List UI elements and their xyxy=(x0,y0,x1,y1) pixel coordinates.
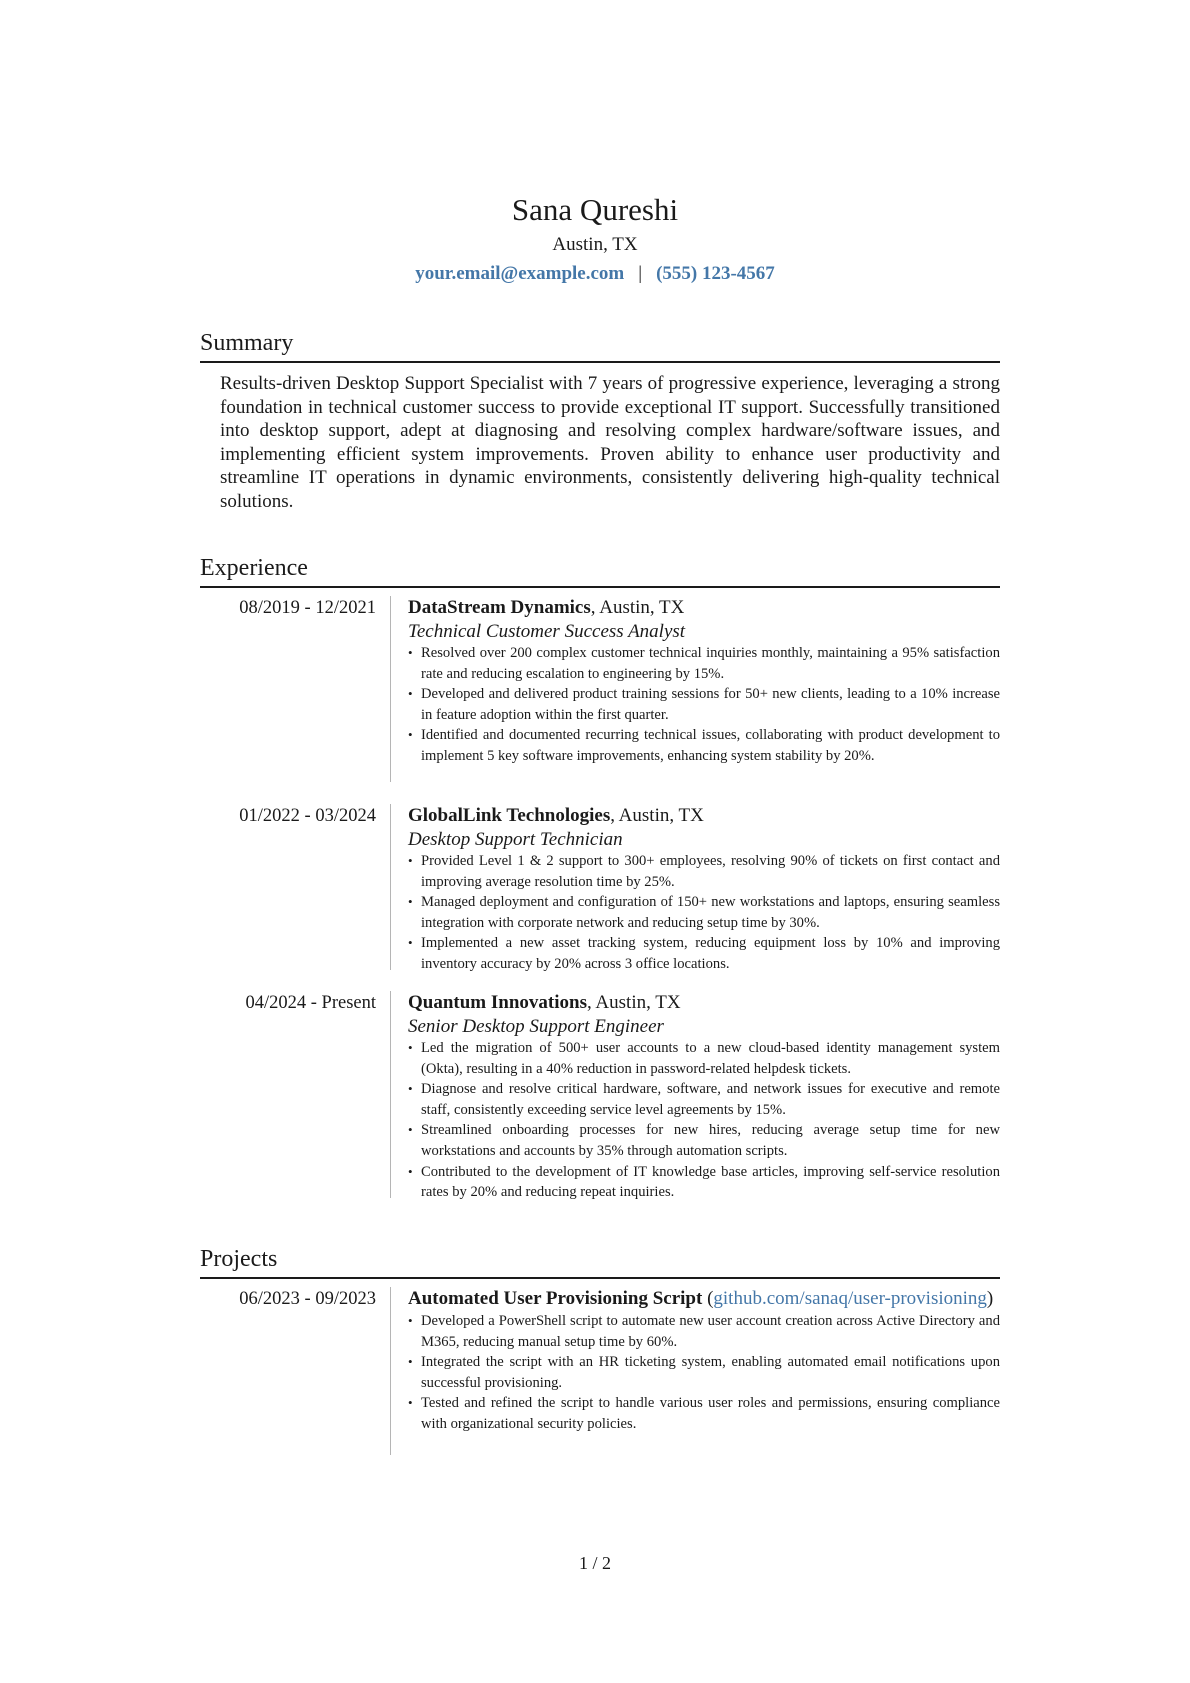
project-content xyxy=(408,1287,1000,1435)
bullet-item: • Integrated the script with an HR ticketing system, enabling automated email notifications upon successful provisioning. xyxy=(408,1352,1000,1393)
project-bullets xyxy=(408,1311,1000,1435)
bullet-item: • Resolved over 200 complex customer technical inquiries monthly, maintaining a 95% satisfaction rate and reducing escalation to engineering by 15%. xyxy=(408,643,1000,684)
summary-divider xyxy=(200,361,1000,363)
job-content xyxy=(408,596,1000,767)
company-location: , Austin, TX xyxy=(586,992,681,1013)
project-dates: 06/2023 - 09/2023 xyxy=(239,1289,376,1309)
job-dates: 04/2024 - Present xyxy=(245,993,376,1013)
page-number: 1 / 2 xyxy=(578,1553,611,1573)
job-title: Desktop Support Technician xyxy=(408,829,623,850)
timeline-line xyxy=(390,991,391,1198)
bullet-item: • Developed and delivered product training sessions for 50+ new clients, leading to a 10% increase in feature adoption within the first quarter. xyxy=(408,684,1000,725)
bullet-item: • Identified and documented recurring technical issues, collaborating with product development to implement 5 key software improvements, enhancing system stability by 20%. xyxy=(408,725,1000,766)
projects-divider xyxy=(200,1277,1000,1279)
job-headline xyxy=(408,804,1000,828)
email-link[interactable]: your.email@example.com xyxy=(415,263,625,284)
job-headline xyxy=(408,596,1000,620)
job-dates: 01/2022 - 03/2024 xyxy=(239,806,376,826)
projects-heading: Projects xyxy=(200,1246,278,1272)
job-title: Technical Customer Success Analyst xyxy=(408,621,686,642)
bullet-item: • Tested and refined the script to handle various user roles and permissions, ensuring compliance with organizational security policies. xyxy=(408,1393,1000,1434)
project-link[interactable]: github.com/sanaq/user-provisioning xyxy=(713,1288,987,1309)
bullet-item: • Led the migration of 500+ user accounts to a new cloud-based identity management system (Okta), resulting in a 40% reduction in password-related helpdesk tickets. xyxy=(408,1038,1000,1079)
project-name: Automated User Provisioning Script xyxy=(408,1288,703,1309)
timeline-line xyxy=(390,596,391,782)
bullet-item: • Provided Level 1 & 2 support to 300+ employees, resolving 90% of tickets on first contact and improving average resolution time by 25%. xyxy=(408,851,1000,892)
paren-close: ) xyxy=(986,1288,994,1309)
company-location: , Austin, TX xyxy=(610,805,704,826)
company-location: , Austin, TX xyxy=(590,597,685,618)
paren-open: ( xyxy=(702,1288,714,1309)
bullet-item: • Implemented a new asset tracking system, reducing equipment loss by 10% and improving inventory accuracy by 20% across 3 office locations. xyxy=(408,933,1000,974)
candidate-name: Sana Qureshi xyxy=(511,192,679,227)
bullet-item: • Diagnose and resolve critical hardware, software, and network issues for executive and remote staff, consistently exceeding service level agreements by 15%. xyxy=(408,1079,1000,1120)
company-name: Quantum Innovations xyxy=(408,992,587,1013)
job-bullets xyxy=(408,643,1000,767)
job-title: Senior Desktop Support Engineer xyxy=(408,1016,664,1037)
company-name: DataStream Dynamics xyxy=(408,597,591,618)
candidate-location: Austin, TX xyxy=(552,234,638,255)
bullet-item: • Managed deployment and configuration of 150+ new workstations and laptops, ensuring seamless integration with corporate network and reducing setup time by 30%. xyxy=(408,892,1000,933)
bullet-item: • Streamlined onboarding processes for new hires, reducing average setup time for new workstations and accounts by 35% through automation scripts. xyxy=(408,1120,1000,1161)
experience-divider xyxy=(200,586,1000,588)
timeline-line xyxy=(390,804,391,970)
job-bullets xyxy=(408,851,1000,975)
timeline-line xyxy=(390,1287,391,1455)
job-headline xyxy=(408,991,1000,1015)
contact-line xyxy=(0,261,1190,287)
summary-text: Results-driven Desktop Support Specialist with 7 years of progressive experience, leveraging a strong foundation in technical customer success to provide exceptional IT support. Successfully transitioned into desktop support, adept at diagnosing and resolving complex hardware/software issues, and implementing efficient system improvements. Proven ability to enhance user productivity and streamline IT operations in dynamic environments, consistently delivering high-quality technical solutions. xyxy=(220,373,1000,512)
contact-separator: | xyxy=(638,263,643,284)
experience-heading: Experience xyxy=(200,555,308,581)
job-bullets xyxy=(408,1038,1000,1203)
job-dates: 08/2019 - 12/2021 xyxy=(239,598,376,618)
company-name: GlobalLink Technologies xyxy=(408,805,611,826)
bullet-item: • Contributed to the development of IT knowledge base articles, improving self-service resolution rates by 20% and reducing repeat inquiries. xyxy=(408,1162,1000,1203)
summary-heading: Summary xyxy=(200,330,294,356)
job-content xyxy=(408,804,1000,975)
project-headline xyxy=(408,1287,1000,1311)
phone-link[interactable]: (555) 123-4567 xyxy=(656,263,775,284)
bullet-item: • Developed a PowerShell script to automate new user account creation across Active Directory and M365, reducing manual setup time by 60%. xyxy=(408,1311,1000,1352)
job-content xyxy=(408,991,1000,1203)
